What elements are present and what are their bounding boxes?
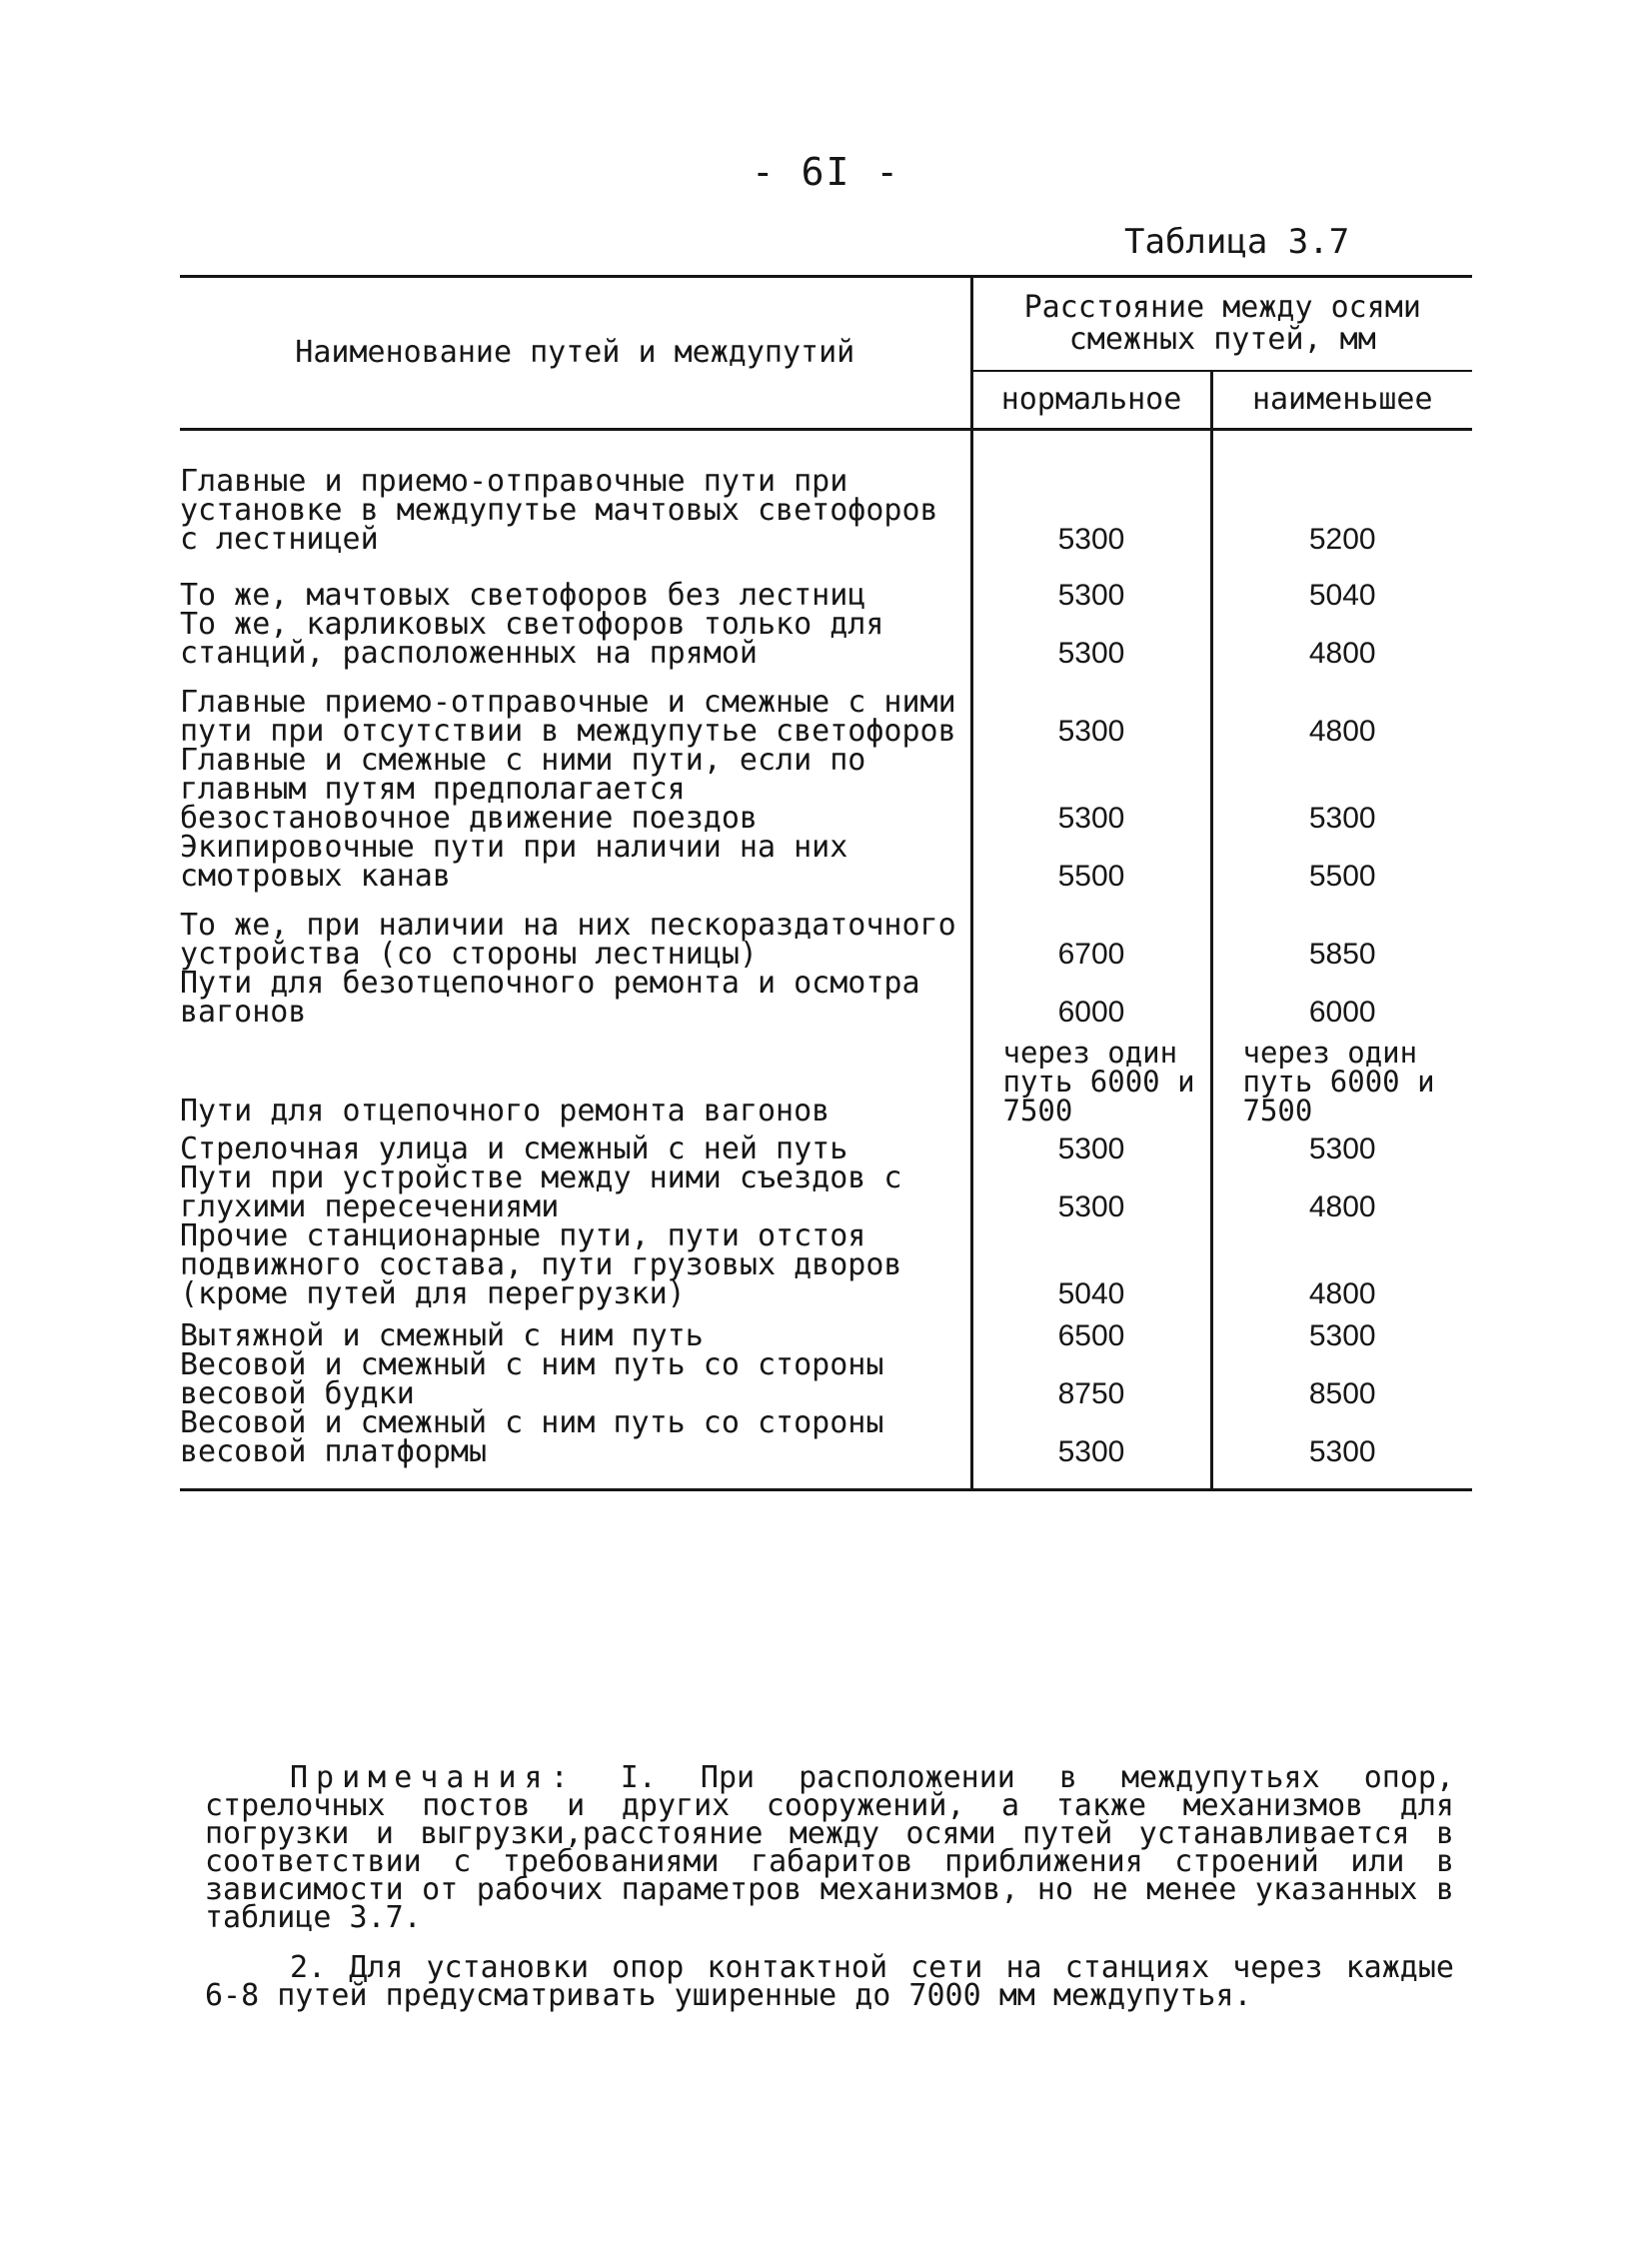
normal-distance-cell: 6500 — [971, 1308, 1211, 1350]
minimum-distance-cell: 5040 — [1308, 579, 1376, 612]
notes-title: Примечания: — [290, 1760, 577, 1795]
track-spacing-table — [180, 275, 1472, 1488]
normal-distance-cell: 5040 — [971, 1221, 1211, 1308]
track-name-cell: Стрелочная улица и смежный с ней путь — [180, 1125, 971, 1163]
table-row — [180, 1163, 1472, 1221]
minimum-distance-cell: 5850 — [1308, 938, 1376, 971]
normal-distance-cell: 5500 — [971, 833, 1211, 891]
normal-distance-cell: 6700 — [971, 891, 1211, 969]
normal-distance-cell: 5300 — [971, 1125, 1211, 1163]
table-row — [180, 891, 1472, 969]
track-spacing-table-container — [180, 275, 1472, 1491]
table-row — [180, 746, 1472, 833]
normal-distance-cell: 5300 — [971, 1408, 1211, 1488]
minimum-distance-cell: 8500 — [1308, 1377, 1376, 1410]
minimum-distance-cell: 5200 — [1308, 523, 1376, 556]
table-row — [180, 1125, 1472, 1163]
track-name-cell: Пути для безотцепочного ремонта и осмотра вагонов — [180, 969, 971, 1027]
table-row — [180, 430, 1472, 555]
minimum-distance-cell: через один путь 6000 и 7500 — [1242, 1036, 1435, 1127]
track-name-cell: Экипировочные пути при наличии на них смотровых канав — [180, 833, 971, 891]
track-name-cell: Главные и смежные с ними пути, если по главным путям предполагается безостановочное движение поездов — [180, 746, 971, 833]
table-row — [180, 668, 1472, 746]
table-row — [180, 1408, 1472, 1488]
track-name-cell: То же, карликовых светофоров только для станций, расположенных на прямой — [180, 610, 971, 668]
track-name-cell: Весовой и смежный с ним путь со стороны весовой платформы — [180, 1408, 971, 1488]
note-2 — [205, 1950, 1454, 2013]
track-name-cell: Весовой и смежный с ним путь со стороны весовой будки — [180, 1350, 971, 1408]
minimum-distance-cell: 6000 — [1308, 996, 1376, 1029]
minimum-distance-cell: 4800 — [1308, 637, 1376, 670]
minimum-distance-cell: 5500 — [1308, 860, 1376, 893]
table-row — [180, 1350, 1472, 1408]
minimum-distance-cell: 4800 — [1308, 1277, 1376, 1310]
normal-distance-cell: 5300 — [971, 668, 1211, 746]
minimum-distance-cell: 5300 — [1308, 1319, 1376, 1352]
track-name-cell: Главные и приемо-отправочные пути при установке в междупутье мачтовых светофоров с лестницей — [180, 430, 971, 555]
normal-distance-cell: 5300 — [971, 1163, 1211, 1221]
page-number: - 6I - — [751, 150, 901, 194]
track-name-cell: То же, при наличии на них пескораздаточного устройства (со стороны лестницы) — [180, 891, 971, 969]
track-name-cell: Главные приемо-отправочные и смежные с ними пути при отсутствии в междупутье светофоров — [180, 668, 971, 746]
minimum-distance-cell: 5300 — [1308, 802, 1376, 835]
minimum-distance-cell: 5300 — [1308, 1435, 1376, 1468]
normal-distance-cell: через один путь 6000 и 7500 — [971, 1027, 1211, 1125]
minimum-distance-cell: 4800 — [1308, 715, 1376, 748]
track-name-cell: Пути для отцепочного ремонта вагонов — [180, 1027, 971, 1125]
normal-distance-cell: 5300 — [971, 554, 1211, 610]
normal-distance-cell: 8750 — [971, 1350, 1211, 1408]
header-track-name: Наименование путей и междупутий — [180, 277, 971, 430]
track-name-cell: Прочие станционарные пути, пути отстоя подвижного состава, пути грузовых дворов (кроме путей для перегрузки) — [180, 1221, 971, 1308]
normal-distance-cell: 5300 — [971, 610, 1211, 668]
table-body — [180, 430, 1472, 1489]
header-normal: нормальное — [971, 371, 1211, 430]
track-name-cell: То же, мачтовых светофоров без лестниц — [180, 554, 971, 610]
table-row — [180, 1027, 1472, 1125]
table-row — [180, 554, 1472, 610]
normal-distance-cell: 6000 — [971, 969, 1211, 1027]
notes-section — [205, 1760, 1455, 2032]
table-row — [180, 969, 1472, 1027]
note-1-text: I. При расположении в междупутьях опор, стрелочных постов и других сооружений, а также механизмов для погрузки и выгрузки,расстояние между осями путей устанавливается в соответствии с требованиями габаритов приближения строений или в зависимости от рабочих параметров механизмов, но не менее указанных в таблице 3.7. — [205, 1760, 1455, 1935]
table-row — [180, 1221, 1472, 1308]
track-name-cell: Вытяжной и смежный с ним путь — [180, 1308, 971, 1350]
table-row — [180, 833, 1472, 891]
note-2-text: 2. Для установки опор контактной сети на станциях через каждые 6-8 путей предусматривать уширенные до 7000 мм междупутья. — [205, 1950, 1454, 2013]
normal-distance-cell: 5300 — [971, 430, 1211, 555]
header-minimum: наименьшее — [1211, 371, 1472, 430]
track-name-cell: Пути при устройстве между ними съездов с глухими пересечениями — [180, 1163, 971, 1221]
table-caption: Таблица 3.7 — [1124, 222, 1350, 262]
table-bottom-rule — [180, 1488, 1472, 1491]
header-distance-group: Расстояние между осями смежных путей, мм — [971, 277, 1472, 372]
minimum-distance-cell: 4800 — [1308, 1190, 1376, 1223]
table-row — [180, 610, 1472, 668]
minimum-distance-cell: 5300 — [1308, 1132, 1376, 1165]
normal-distance-cell: 5300 — [971, 746, 1211, 833]
table-row — [180, 1308, 1472, 1350]
note-1 — [205, 1760, 1455, 1935]
